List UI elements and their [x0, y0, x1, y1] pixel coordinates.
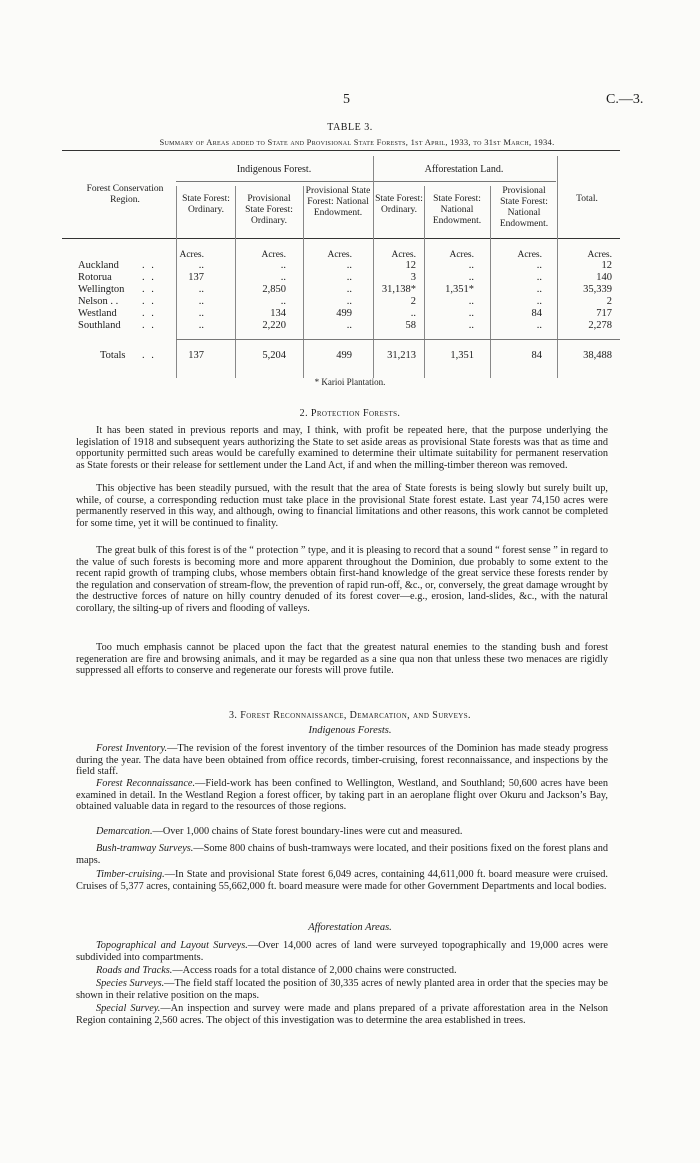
paragraph-lead: Forest Inventory.: [96, 743, 168, 754]
table-cell: ..: [468, 272, 474, 283]
table-title: TABLE 3.: [327, 122, 373, 133]
table-cell: ..: [346, 272, 352, 283]
col-header-aff-state-ordinary: State Forest: Ordinary.: [375, 194, 423, 215]
table-cell: ..: [468, 320, 474, 331]
col-header-prov-endowment: Provisional State Forest: National Endowment.: [305, 186, 371, 218]
table-cell: 12: [601, 260, 612, 271]
header-bottom-rule: [62, 238, 620, 239]
paragraph-text: —The field staff located the position of 30,335 acres of newly planted area in order that the species may be shown in their relative position on the maps.: [76, 978, 608, 1001]
col-divider: [424, 186, 425, 378]
unit-label: Acres.: [517, 250, 542, 260]
table-cell: 134: [270, 308, 286, 319]
sub-heading-afforestation: Afforestation Areas.: [308, 922, 392, 933]
table-cell: 499: [336, 350, 352, 361]
totals-label: Totals: [100, 350, 126, 361]
table-cell: ..: [536, 260, 542, 271]
paragraph: [76, 826, 608, 838]
table-cell: 35,339: [583, 284, 612, 295]
col-header-aff-prov-endowment: Provisional State Forest: National Endowment.: [499, 186, 549, 229]
col-divider: [235, 186, 236, 378]
table-cell: ..: [536, 296, 542, 307]
col-divider: [373, 156, 374, 378]
table-cell: 12: [405, 260, 416, 271]
col-header-total: Total.: [576, 194, 598, 204]
paragraph-lead: Species Surveys.: [96, 978, 165, 989]
section-heading-protection: 2. Protection Forests.: [299, 408, 401, 419]
unit-label: Acres.: [179, 250, 204, 260]
table-cell: 2,850: [262, 284, 286, 295]
paragraph-text: —The revision of the forest inventory of the timber resources of the Dominion has made steady progress during the year. The data have been obtained from office records, timber-cruising, forest reconnaissance, and inspections by the field staff.: [76, 743, 608, 778]
table-cell: ..: [280, 260, 286, 271]
table-cell: ..: [198, 308, 204, 319]
paragraph: [76, 743, 608, 778]
table-cell: 38,488: [583, 350, 612, 361]
table-cell: ..: [536, 272, 542, 283]
page-number: 5: [343, 92, 350, 107]
col-header-prov-ordinary: Provisional State Forest: Ordinary.: [245, 194, 293, 226]
table-cell: ..: [280, 272, 286, 283]
document-code: C.—3.: [606, 92, 644, 107]
table-cell: ..: [468, 296, 474, 307]
table-cell: 137: [188, 350, 204, 361]
paragraph: This objective has been steadily pursued, with the result that the area of State forests is being slowly but surely built up, while, of course, a corresponding reduction must take place in the provisional State forest estate. Last year 74,150 acres were permanently reserved in this way, and although, owing to financial limitations and other reasons, this work cannot be completed for some time, yet it will be continued to finality.: [76, 483, 608, 529]
col-divider: [303, 186, 304, 378]
paragraph-lead: Demarcation.: [96, 826, 153, 837]
region-name: Nelson . .: [78, 296, 119, 307]
region-name: Rotorua: [78, 272, 112, 283]
paragraph-lead: Bush-tramway Surveys.: [96, 843, 194, 854]
table-cell: ..: [346, 320, 352, 331]
col-divider: [490, 186, 491, 378]
table-cell: 2: [606, 296, 612, 307]
table-cell: 31,138*: [381, 284, 416, 295]
paragraph-text: —Some 800 chains of bush-tramways were located, and their positions fixed on the forest plans and maps.: [76, 843, 609, 866]
table-cell: ..: [468, 260, 474, 271]
leader-dots: . .: [142, 260, 156, 271]
paragraph: [76, 940, 608, 963]
paragraph-text: —Field-work has been confined to Wellington, Westland, and Southland; 50,600 acres have been examined in detail. In the Westland Region a forest officer, by taking part in an aeroplane flight over Okuru and Jackson’s Bay, obtained valuable data in regard to the resources of those regions.: [76, 778, 608, 813]
region-name: Wellington: [78, 284, 125, 295]
col-header-region: Forest Conservation Region.: [86, 184, 164, 205]
paragraph-text: —An inspection and survey were made and plans prepared of a private afforestation area in the Nelson Region containing 2,560 acres. The object of this investigation was to determine the area established in trees.: [76, 1003, 608, 1026]
table-cell: 5,204: [262, 350, 286, 361]
paragraph-text: —Over 14,000 acres of land were surveyed topographically and 19,000 acres were subdivided into compartments.: [76, 940, 608, 963]
region-name: Westland: [78, 308, 117, 319]
table-cell: ..: [346, 284, 352, 295]
paragraph-lead: Special Survey.: [96, 1003, 161, 1014]
unit-label: Acres.: [587, 250, 612, 260]
table-cell: 137: [188, 272, 204, 283]
paragraph: [76, 965, 608, 977]
table-cell: 58: [405, 320, 416, 331]
table-cell: ..: [468, 308, 474, 319]
table-cell: ..: [410, 308, 416, 319]
leader-dots: . .: [142, 296, 156, 307]
table-cell: ..: [198, 260, 204, 271]
paragraph: It has been stated in previous reports and may, I think, with profit be repeated here, that the purpose underlying the legislation of 1918 and subsequent years authorizing the State to set aside areas as provisional State forests was that as time and opportunity permitted such areas would be carefully examined to determine their ultimate suitability for permanent reservation as State forests or their release for settlement under the Land Act, if and when the milling-timber thereon was removed.: [76, 425, 608, 471]
paragraph-text: —Over 1,000 chains of State forest boundary-lines were cut and measured.: [152, 826, 463, 837]
table-cell: 31,213: [387, 350, 416, 361]
table-cell: 84: [531, 308, 542, 319]
table-cell: 1,351*: [445, 284, 474, 295]
table-cell: ..: [198, 284, 204, 295]
unit-label: Acres.: [449, 250, 474, 260]
leader-dots: . .: [142, 272, 156, 283]
paragraph: [76, 869, 608, 892]
paragraph: [76, 978, 608, 1001]
paragraph: [76, 778, 608, 813]
table-cell: 499: [336, 308, 352, 319]
table-cell: ..: [280, 296, 286, 307]
leader-dots: . .: [142, 308, 156, 319]
table-footnote: * Karioi Plantation.: [314, 377, 386, 387]
paragraph: [76, 843, 608, 866]
paragraph-lead: Topographical and Layout Surveys.: [96, 940, 248, 951]
group-header-rule: [176, 181, 556, 182]
table-cell: ..: [346, 260, 352, 271]
paragraph-lead: Forest Reconnaissance.: [96, 778, 196, 789]
paragraph-lead: Roads and Tracks.: [96, 965, 173, 976]
totals-top-rule: [176, 339, 620, 340]
table-top-rule: [62, 150, 620, 151]
col-header-aff-state-endowment: State Forest: National Endowment.: [432, 194, 482, 226]
sub-heading-indigenous: Indigenous Forests.: [308, 725, 392, 736]
table-cell: 717: [596, 308, 612, 319]
table-cell: ..: [198, 320, 204, 331]
table-subtitle: Summary of Areas added to State and Provisional State Forests, 1st April, 1933, to 31st March, 1934.: [159, 137, 555, 147]
region-name: Auckland: [78, 260, 119, 271]
paragraph-text: —In State and provisional State forest 6,049 acres, containing 44,611,000 ft. board measure were cruised. Cruises of 5,377 acres, containing 55,662,000 ft. board measure were made for other Government Departments and local bodies.: [76, 869, 608, 892]
region-name: Southland: [78, 320, 121, 331]
paragraph-lead: Timber-cruising.: [96, 869, 165, 880]
col-header-state-ordinary: State Forest: Ordinary.: [182, 194, 230, 215]
table-cell: ..: [536, 284, 542, 295]
table-cell: ..: [198, 296, 204, 307]
table-cell: ..: [346, 296, 352, 307]
paragraph: Too much emphasis cannot be placed upon the fact that the greatest natural enemies to the standing bush and forest regeneration are fire and browsing animals, and it may be regarded as a sine qua non that unless these two menaces are rigidly suppressed all efforts to conserve and regenerate our forests will prove futile.: [76, 642, 608, 677]
paragraph: [76, 1003, 608, 1026]
paragraph-text: —Access roads for a total distance of 2,000 chains were constructed.: [172, 965, 457, 976]
leader-dots: . .: [142, 350, 156, 361]
unit-label: Acres.: [327, 250, 352, 260]
table-cell: 2,220: [262, 320, 286, 331]
col-divider: [176, 186, 177, 378]
paragraph: The great bulk of this forest is of the “ protection ” type, and it is pleasing to record that a sound “ forest sense ” in regard to the value of such forests is becoming more and more apparent throughout the Dominion, due probably to some extent to the recent rapid growth of tramping clubs, whose members obtain first-hand knowledge of the great service these forests render by the regulation and conservation of stream-flow, the prevention of rapid run-off, &c., or, conversely, the great damage wrought by the destructive forces of nature on hilly country denuded of its forest cover—e.g., erosion, land-slides, &c., with the natural corollary, the silting-up of rivers and flooding of valleys.: [76, 545, 608, 614]
table-cell: 1,351: [450, 350, 474, 361]
table-cell: 140: [596, 272, 612, 283]
table-cell: 2,278: [588, 320, 612, 331]
table-cell: 2: [410, 296, 416, 307]
col-divider: [557, 156, 558, 378]
table-cell: 3: [410, 272, 416, 283]
group-header-afforestation: Afforestation Land.: [424, 164, 504, 175]
group-header-indigenous: Indigenous Forest.: [236, 164, 312, 175]
leader-dots: . .: [142, 320, 156, 331]
leader-dots: . .: [142, 284, 156, 295]
table-cell: ..: [536, 320, 542, 331]
table-cell: 84: [531, 350, 542, 361]
unit-label: Acres.: [261, 250, 286, 260]
section-heading-reconnaissance: 3. Forest Reconnaissance, Demarcation, and Surveys.: [229, 710, 471, 721]
unit-label: Acres.: [391, 250, 416, 260]
